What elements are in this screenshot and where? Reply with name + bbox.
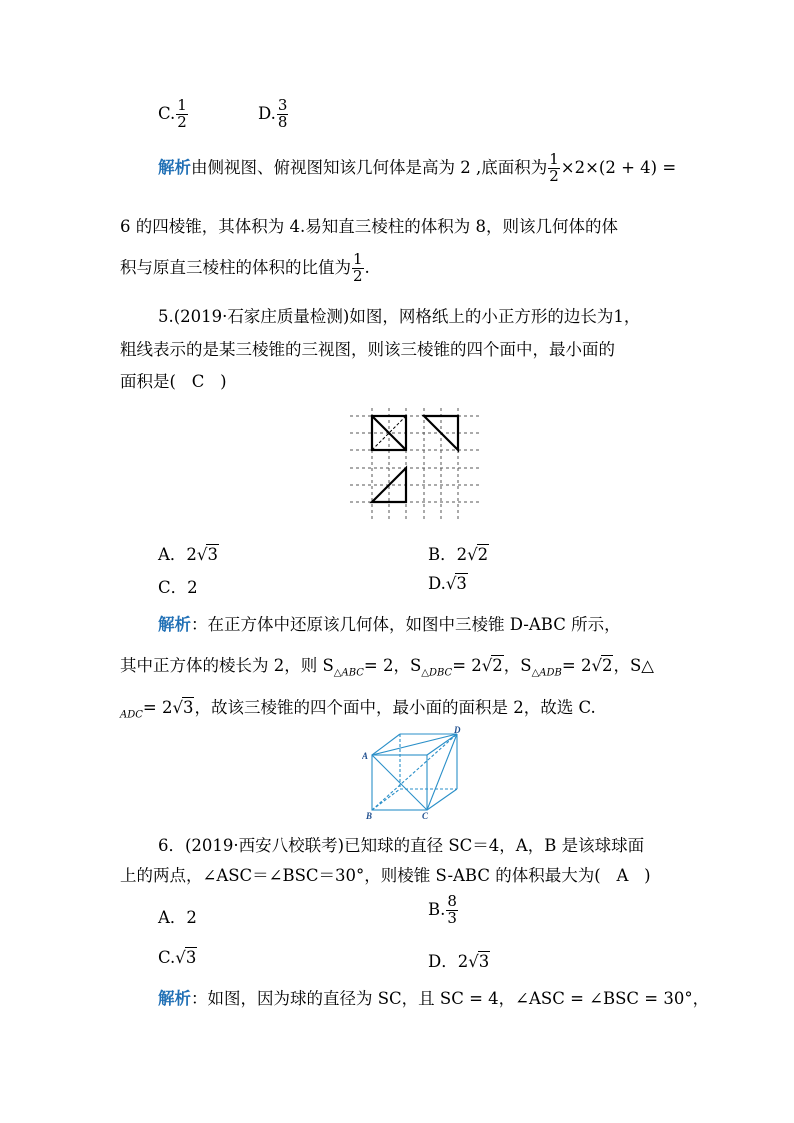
- sqrt: √3: [468, 952, 490, 971]
- q5-option-b: B．2√2: [428, 545, 489, 564]
- q4-option-c: C. $\frac{1}{2}$: [158, 96, 187, 131]
- fraction: $\frac{1}{2}$: [177, 96, 187, 131]
- q6-stem-line1: 6．(2019·西安八校联考)已知球的直径 SC＝4，A，B 是该球球面: [158, 836, 645, 855]
- q5-option-a: A．2√3: [158, 545, 218, 564]
- q5-answer: C: [191, 372, 205, 391]
- q4-option-d: D. $\frac{3}{8}$: [258, 96, 288, 131]
- q5-solution-line1: 解析：在正方体中还原该几何体，如图中三棱锥 D-ABC 所示，: [158, 615, 621, 634]
- sqrt: √2: [481, 656, 503, 675]
- sqrt: √3: [445, 574, 467, 593]
- q6-solution-line1: 解析：如图，因为球的直径为 SC，且 SC = 4，∠ASC = ∠BSC = 30°，: [158, 989, 710, 1008]
- cube-figure: [362, 725, 468, 819]
- q5-stem-line3: 面积是( C ): [120, 372, 227, 391]
- q4-solution-line3: 积与原直三棱柱的体积的比值为 $\frac{1}{2}$ .: [120, 250, 370, 285]
- solution-label: 解析: [158, 157, 191, 177]
- vertex-label-b: B: [366, 811, 373, 819]
- sqrt: √3: [172, 698, 194, 717]
- q6-option-d: D．2√3: [428, 952, 490, 971]
- q4-solution-line1: 解析由侧视图、俯视图知该几何体是高为 2 ,底面积为 $\frac{1}{2}$ ×2×(2 + 4) =: [158, 150, 677, 185]
- q6-option-c: C.√3: [158, 948, 197, 967]
- vertex-label-a: A: [362, 751, 369, 761]
- vertex-label-c: C: [422, 811, 429, 819]
- solution-label: 解析: [158, 615, 191, 634]
- fraction: $\frac{3}{8}$: [277, 96, 288, 131]
- grid-lines: [350, 408, 480, 522]
- q5-solution-line2: 其中正方体的棱长为 2，则 $S_{\triangle ABC}= 2$，$S_{\triangle DBC}= 2√2$，$S_{\triangle ADB}= 2√2$，S△: [120, 656, 654, 679]
- fraction: $\frac{1}{2}$: [353, 250, 363, 285]
- sqrt: √3: [196, 545, 218, 564]
- solution-label: 解析: [158, 989, 191, 1008]
- fraction: $\frac{1}{2}$: [549, 150, 559, 185]
- q5-stem-line2: 粗线表示的是某三棱锥的三视图，则该三棱锥的四个面中，最小面的: [120, 340, 615, 359]
- q5-solution-line3: $_{ADC}$= 2√3，故该三棱锥的四个面中，最小面的面积是 2，故选 C.: [120, 698, 596, 721]
- vertex-label-d: D: [454, 725, 461, 735]
- q4-solution-line2: 6 的四棱锥，其体积为 4.易知直三棱柱的体积为 8，则该几何体的体: [120, 217, 618, 236]
- q6-answer: A: [616, 866, 629, 885]
- sqrt: √3: [175, 948, 197, 967]
- q5-stem-line1: 5.(2019·石家庄质量检测)如图，网格纸上的小正方形的边长为1，: [158, 307, 641, 326]
- sqrt: √2: [467, 545, 489, 564]
- q5-option-c: C．2: [158, 578, 198, 597]
- fraction: $\frac{8}{3}$: [447, 892, 457, 927]
- three-view-figure: [350, 408, 482, 524]
- q6-option-a: A．2: [158, 908, 197, 927]
- q5-option-d: D.√3: [428, 574, 467, 593]
- q6-stem-line2: 上的两点，∠ASC＝∠BSC＝30°，则棱锥 S-ABC 的体积最大为( A ): [120, 866, 651, 885]
- q6-option-b: B. $\frac{8}{3}$: [428, 892, 457, 927]
- sqrt: √2: [591, 656, 613, 675]
